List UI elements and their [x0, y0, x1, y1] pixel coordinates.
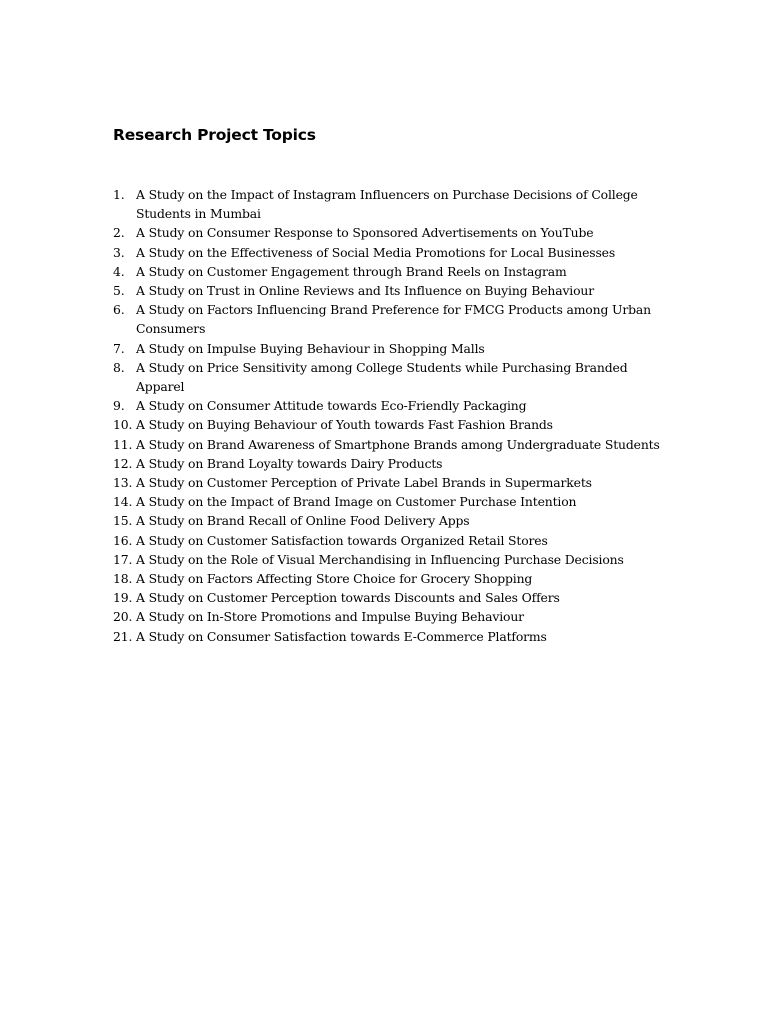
list-item	[113, 492, 673, 511]
topic-list	[113, 185, 673, 646]
list-item-number: 17.	[113, 551, 133, 567]
list-item-number: 13.	[113, 475, 133, 491]
list-item-number: 18.	[113, 571, 133, 587]
list-item-number: 2.	[113, 225, 125, 241]
list-item-number: 3.	[113, 244, 125, 260]
list-item-text: A Study on Buying Behaviour of Youth towards Fast Fashion Brands	[136, 417, 553, 433]
list-item	[113, 607, 673, 626]
list-item-number: 21.	[113, 628, 133, 644]
list-item	[113, 358, 673, 396]
list-item-text: A Study on In-Store Promotions and Impulse Buying Behaviour	[136, 609, 524, 625]
list-item	[113, 473, 673, 492]
list-item-number: 7.	[113, 340, 125, 356]
list-item	[113, 550, 673, 569]
list-item-number: 4.	[113, 263, 125, 279]
list-item-text: A Study on Customer Engagement through Brand Reels on Instagram	[136, 263, 567, 279]
list-item-number: 10.	[113, 417, 133, 433]
list-item	[113, 339, 673, 358]
list-item-text: A Study on Consumer Attitude towards Eco-Friendly Packaging	[136, 398, 527, 414]
list-item	[113, 185, 673, 223]
list-item	[113, 511, 673, 530]
list-item	[113, 627, 673, 646]
list-item-text: A Study on Brand Loyalty towards Dairy Products	[136, 455, 443, 471]
list-item-text: A Study on Brand Awareness of Smartphone Brands among Undergraduate Students	[136, 436, 660, 452]
list-item	[113, 415, 673, 434]
list-item	[113, 454, 673, 473]
list-item-text: A Study on Impulse Buying Behaviour in Shopping Malls	[136, 340, 485, 356]
list-item-number: 15.	[113, 513, 133, 529]
list-item-text: A Study on Customer Satisfaction towards Organized Retail Stores	[136, 532, 548, 548]
list-item-text: A Study on Consumer Satisfaction towards E-Commerce Platforms	[136, 628, 547, 644]
list-item-number: 19.	[113, 590, 133, 606]
list-item-number: 5.	[113, 283, 125, 299]
list-item-number: 16.	[113, 532, 133, 548]
page-title: Research Project Topics	[113, 126, 316, 144]
list-item	[113, 300, 673, 338]
list-item	[113, 243, 673, 262]
list-item-number: 6.	[113, 302, 125, 318]
list-item-number: 20.	[113, 609, 133, 625]
list-item	[113, 223, 673, 242]
list-item	[113, 435, 673, 454]
list-item	[113, 531, 673, 550]
list-item-text: A Study on Price Sensitivity among College Students while Purchasing Branded Apparel	[136, 359, 628, 395]
list-item-text: A Study on Customer Perception of Private Label Brands in Supermarkets	[136, 475, 592, 491]
list-item-text: A Study on Factors Affecting Store Choice for Grocery Shopping	[136, 571, 533, 587]
list-item-text: A Study on the Role of Visual Merchandising in Influencing Purchase Decisions	[136, 551, 624, 567]
list-item-number: 8.	[113, 359, 125, 375]
list-item-text: A Study on Trust in Online Reviews and Its Influence on Buying Behaviour	[136, 283, 595, 299]
list-item-text: A Study on Factors Influencing Brand Preference for FMCG Products among Urban Consumers	[136, 302, 651, 337]
list-item-number: 1.	[113, 187, 125, 202]
list-item	[113, 262, 673, 281]
list-item	[113, 569, 673, 588]
list-item-text: A Study on the Effectiveness of Social Media Promotions for Local Businesses	[136, 244, 616, 260]
list-item-text: A Study on Brand Recall of Online Food Delivery Apps	[136, 513, 470, 529]
list-item-number: 11.	[113, 436, 133, 452]
list-item-text: A Study on the Impact of Instagram Influencers on Purchase Decisions of College Students in Mumbai	[136, 187, 638, 222]
list-item-number: 9.	[113, 398, 125, 414]
list-item-number: 12.	[113, 455, 133, 471]
list-item-text: A Study on the Impact of Brand Image on Customer Purchase Intention	[136, 494, 577, 510]
list-item	[113, 396, 673, 415]
list-item-text: A Study on Consumer Response to Sponsored Advertisements on YouTube	[136, 225, 594, 241]
list-item	[113, 588, 673, 607]
list-item-text: A Study on Customer Perception towards Discounts and Sales Offers	[136, 590, 560, 606]
list-item	[113, 281, 673, 300]
list-item-number: 14.	[113, 494, 133, 510]
